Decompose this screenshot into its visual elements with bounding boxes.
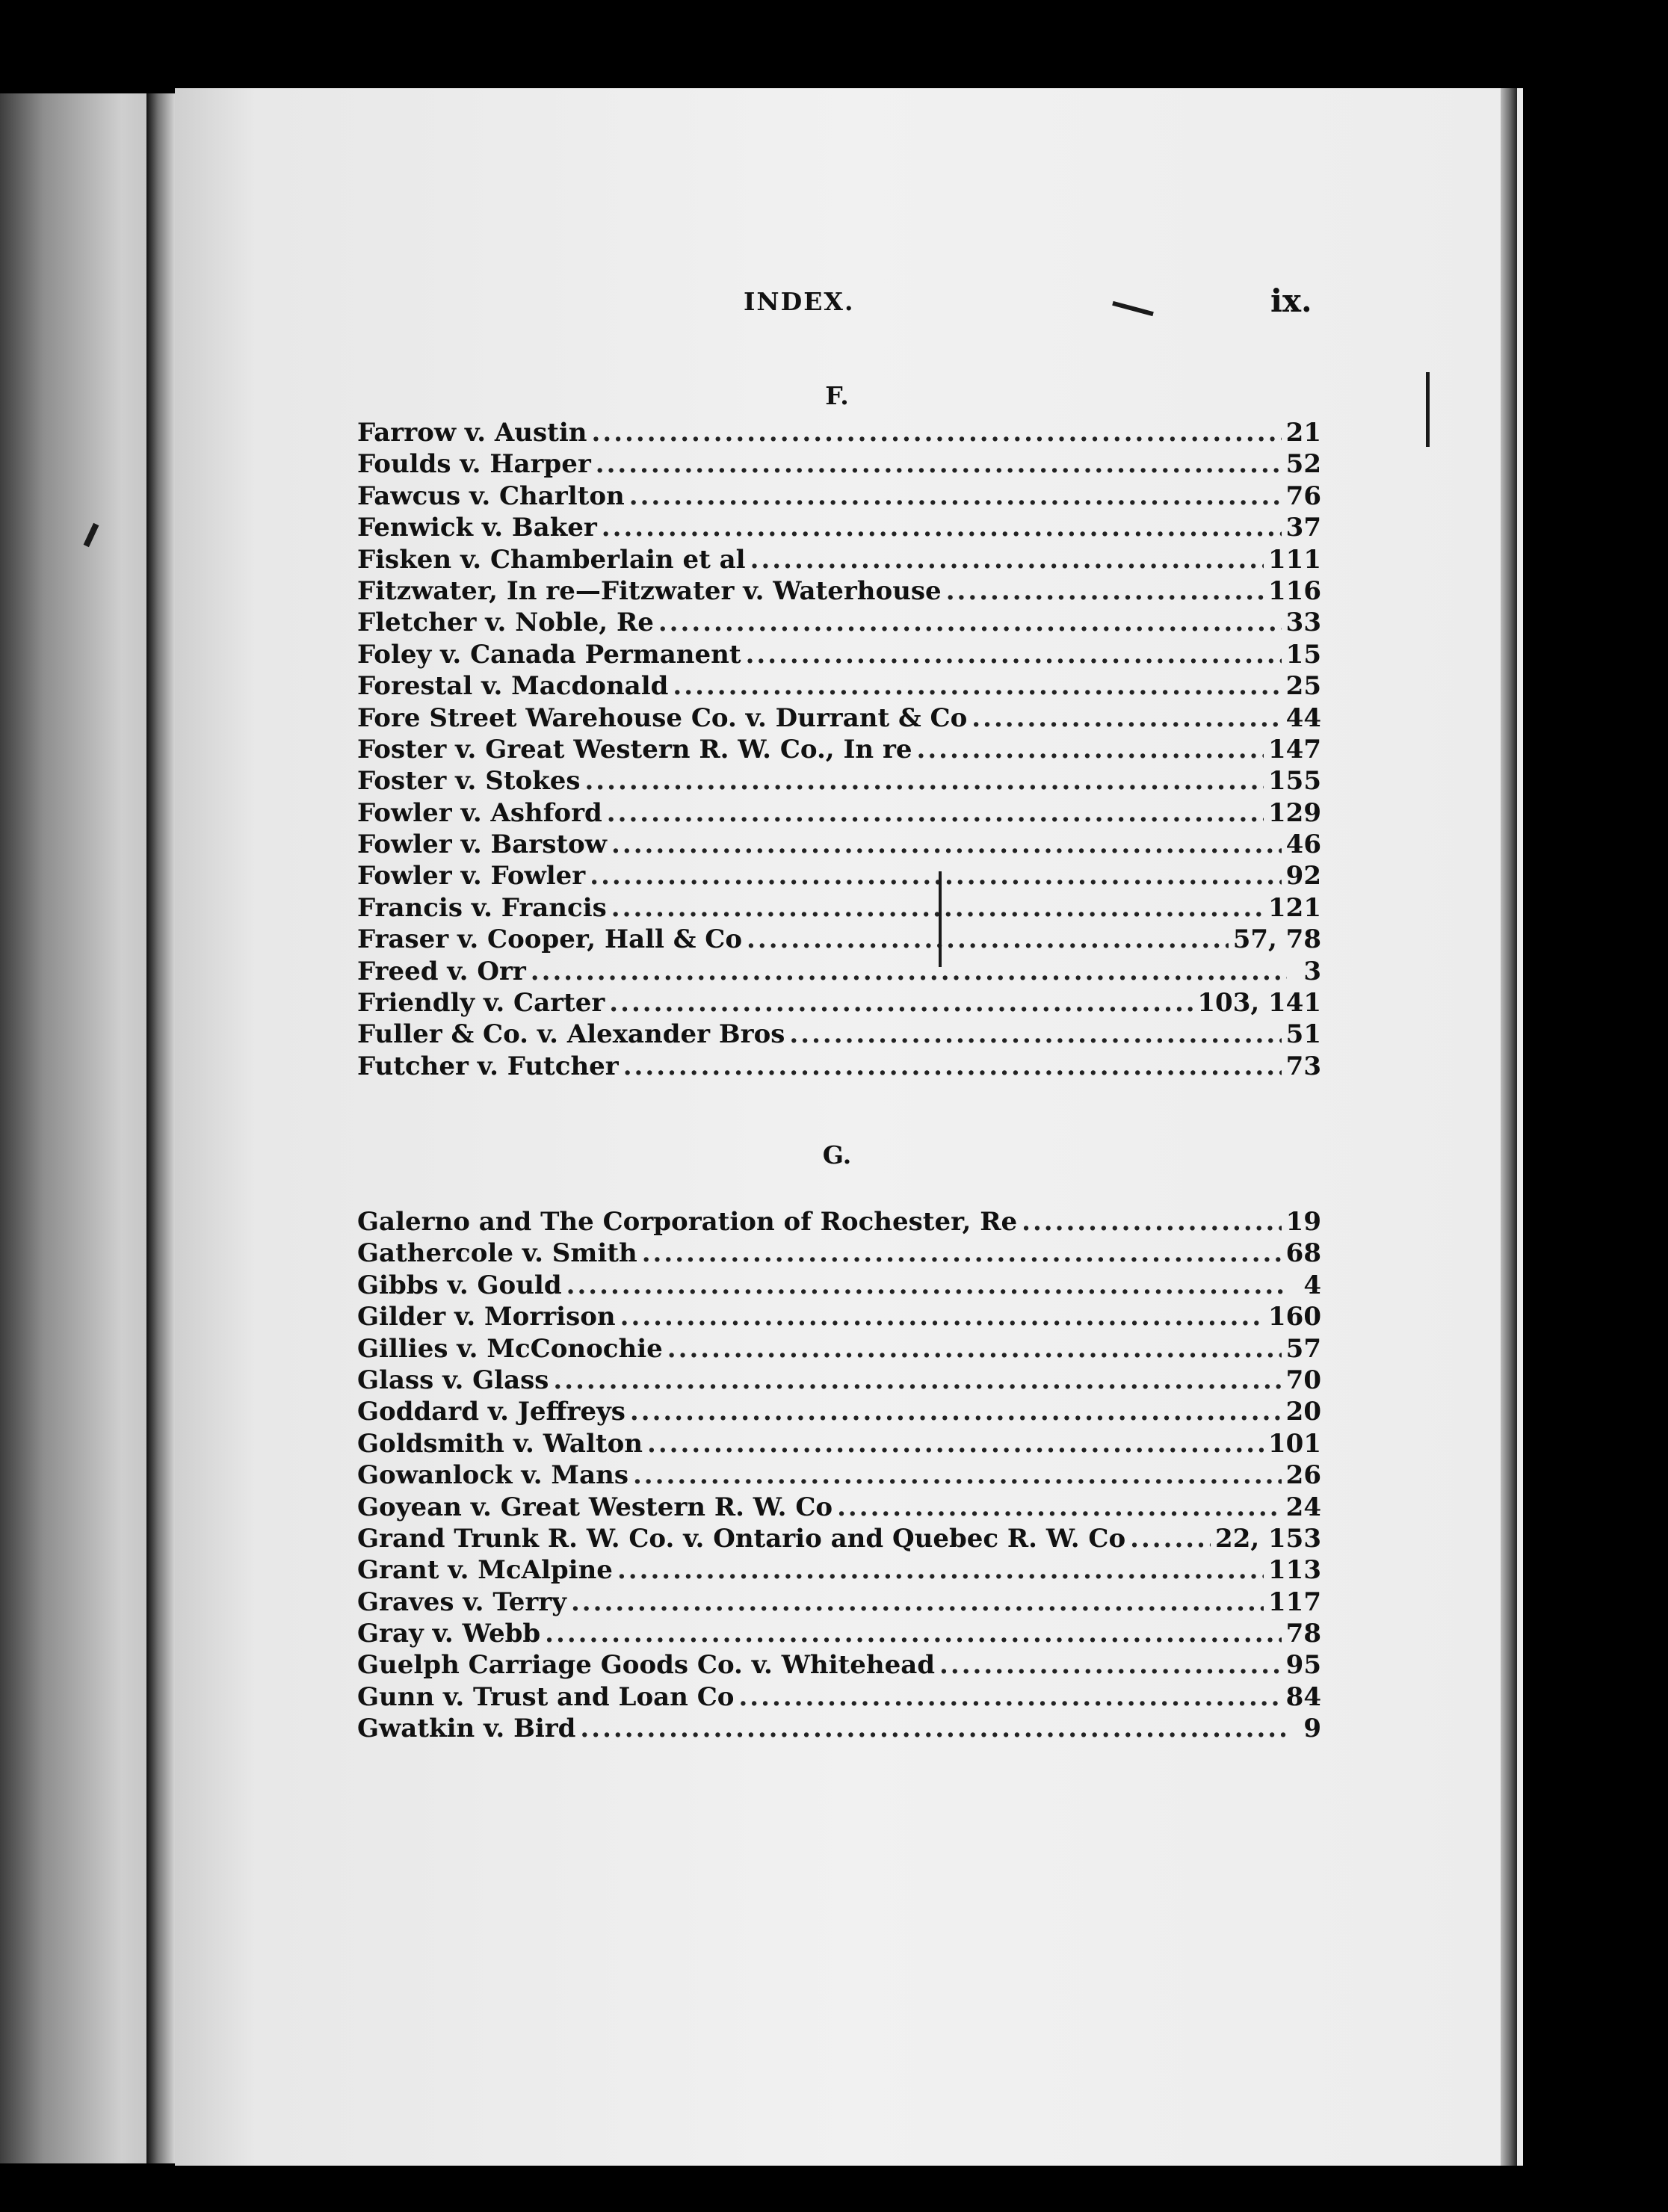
dot-leader: [667, 1333, 1282, 1365]
dot-leader: [939, 1649, 1282, 1681]
index-entry: [357, 1428, 1321, 1459]
case-name: Grant v. McAlpine: [357, 1555, 613, 1586]
index-entry: [357, 1238, 1321, 1269]
page-reference: 95: [1285, 1650, 1321, 1681]
case-name: Foley v. Canada Permanent: [357, 639, 741, 670]
case-name: Fletcher v. Noble, Re: [357, 608, 654, 638]
dot-leader: [629, 481, 1282, 512]
dot-leader: [607, 797, 1264, 829]
case-name: Fenwick v. Baker: [357, 513, 597, 543]
case-name: Fowler v. Fowler: [357, 861, 586, 892]
index-entry: [357, 1618, 1321, 1649]
index-entry: [357, 1523, 1321, 1554]
index-entry: [357, 544, 1321, 575]
page-reference: 22, 153: [1215, 1523, 1321, 1554]
page-reference: 21: [1285, 418, 1321, 448]
case-name: Foulds v. Harper: [357, 449, 591, 480]
index-entry: [357, 829, 1321, 860]
index-entry: [357, 1019, 1321, 1050]
index-entry: [357, 1206, 1321, 1238]
case-name: Graves v. Terry: [357, 1587, 566, 1617]
case-name: Foster v. Great Western R. W. Co., In re: [357, 734, 912, 764]
dot-leader: [584, 765, 1264, 797]
index-entry: [357, 1459, 1321, 1491]
dot-leader: [611, 892, 1264, 924]
section-heading-f: F.: [825, 381, 849, 410]
case-name: Gowanlock v. Mans: [357, 1460, 628, 1491]
dot-leader: [658, 607, 1282, 638]
page-reference: 44: [1285, 702, 1321, 733]
case-name: Fuller & Co. v. Alexander Bros: [357, 1019, 785, 1050]
page-reference: 101: [1268, 1428, 1321, 1459]
index-entry: [357, 987, 1321, 1019]
page-reference: 70: [1285, 1365, 1321, 1395]
dot-leader: [580, 1713, 1287, 1744]
scan-mark: [1426, 372, 1430, 447]
index-entry: [357, 575, 1321, 607]
page-reference: 113: [1268, 1555, 1321, 1586]
case-name: Freed v. Orr: [357, 956, 526, 986]
dot-leader: [837, 1492, 1282, 1523]
dot-leader: [623, 1051, 1282, 1082]
index-entry: [357, 734, 1321, 765]
dot-leader: [590, 860, 1281, 892]
page-reference: 92: [1285, 861, 1321, 892]
case-name: Gray v. Webb: [357, 1619, 541, 1649]
case-name: Futcher v. Futcher: [357, 1051, 619, 1081]
dot-leader: [545, 1618, 1282, 1649]
dot-leader: [647, 1428, 1264, 1459]
page-reference: 57, 78: [1232, 924, 1321, 955]
page-reference: 25: [1285, 671, 1321, 702]
page-reference: 52: [1285, 449, 1321, 480]
case-name: Gathercole v. Smith: [357, 1238, 637, 1269]
index-entry: [357, 607, 1321, 638]
section-heading-g: G.: [822, 1140, 852, 1170]
scan-mark: [939, 871, 942, 967]
index-entry: [357, 1587, 1321, 1618]
page-reference: 3: [1303, 956, 1321, 986]
page-reference: 24: [1285, 1492, 1321, 1522]
dot-leader: [602, 512, 1282, 543]
case-name: Gibbs v. Gould: [357, 1270, 562, 1300]
dot-leader: [553, 1365, 1281, 1396]
page-reference: 129: [1268, 797, 1321, 828]
case-name: Fowler v. Ashford: [357, 797, 602, 828]
dot-leader: [609, 987, 1193, 1019]
page-reference: 160: [1268, 1302, 1321, 1332]
page-reference: 26: [1285, 1460, 1321, 1491]
dot-leader: [611, 829, 1282, 860]
index-entries-g: [357, 1206, 1321, 1745]
page-number: ix.: [1270, 282, 1312, 319]
index-entry: [357, 924, 1321, 955]
dot-leader: [738, 1681, 1281, 1713]
case-name: Gillies v. McConochie: [357, 1333, 663, 1364]
page-right-edge: [1501, 88, 1517, 2166]
index-entry: [357, 1365, 1321, 1396]
page-reference: 15: [1285, 639, 1321, 670]
case-name: Gilder v. Morrison: [357, 1302, 616, 1332]
page-reference: 51: [1285, 1019, 1321, 1050]
dot-leader: [633, 1459, 1282, 1491]
page-reference: 76: [1285, 481, 1321, 511]
case-name: Fitzwater, In re—Fitzwater v. Waterhouse: [357, 575, 942, 606]
page-reference: 103, 141: [1197, 988, 1321, 1019]
case-name: Grand Trunk R. W. Co. v. Ontario and Quebec R. W. Co: [357, 1523, 1126, 1554]
case-name: Fore Street Warehouse Co. v. Durrant & Co: [357, 702, 968, 733]
index-entry: [357, 1713, 1321, 1744]
page-reference: 147: [1268, 734, 1321, 764]
index-entry: [357, 860, 1321, 892]
case-name: Fawcus v. Charlton: [357, 481, 625, 511]
page-reference: 68: [1285, 1238, 1321, 1269]
case-name: Goyean v. Great Western R. W. Co: [357, 1492, 833, 1522]
case-name: Galerno and The Corporation of Rochester, Re: [357, 1207, 1018, 1237]
index-entry: [357, 448, 1321, 480]
page-reference: 33: [1285, 608, 1321, 638]
page-reference: 117: [1268, 1587, 1321, 1617]
dot-leader: [592, 417, 1282, 448]
index-entry: [357, 702, 1321, 734]
index-entry: [357, 1649, 1321, 1681]
case-name: Goddard v. Jeffreys: [357, 1397, 626, 1427]
page-reference: 78: [1285, 1619, 1321, 1649]
page-reference: 84: [1285, 1681, 1321, 1712]
book-gutter: [146, 93, 176, 2163]
dot-leader: [642, 1238, 1282, 1269]
page-reference: 37: [1285, 513, 1321, 543]
case-name: Gwatkin v. Bird: [357, 1714, 576, 1744]
index-entries-f: [357, 417, 1321, 1082]
dot-leader: [620, 1301, 1264, 1332]
page-reference: 20: [1285, 1397, 1321, 1427]
dot-leader: [1022, 1206, 1282, 1238]
index-entry: [357, 512, 1321, 543]
index-entry: [357, 797, 1321, 829]
index-entry: [357, 956, 1321, 987]
index-entry: [357, 1051, 1321, 1082]
dot-leader: [596, 448, 1282, 480]
case-name: Francis v. Francis: [357, 892, 607, 923]
dot-leader: [673, 670, 1281, 702]
case-name: Foster v. Stokes: [357, 766, 581, 797]
case-name: Gunn v. Trust and Loan Co: [357, 1681, 735, 1712]
dot-leader: [750, 544, 1264, 575]
page-reference: 9: [1303, 1714, 1321, 1744]
running-title: INDEX.: [744, 287, 855, 316]
index-entry: [357, 765, 1321, 797]
case-name: Friendly v. Carter: [357, 988, 605, 1019]
dot-leader: [566, 1270, 1287, 1301]
index-entry: [357, 892, 1321, 924]
case-name: Guelph Carriage Goods Co. v. Whitehead: [357, 1650, 936, 1681]
dot-leader: [789, 1019, 1281, 1050]
dot-leader: [630, 1396, 1282, 1427]
dot-leader: [747, 924, 1229, 955]
case-name: Fraser v. Cooper, Hall & Co: [357, 924, 743, 955]
index-entry: [357, 1270, 1321, 1301]
dot-leader: [917, 734, 1264, 765]
page-reference: 19: [1285, 1207, 1321, 1237]
index-entry: [357, 417, 1321, 448]
index-entry: [357, 670, 1321, 702]
case-name: Goldsmith v. Walton: [357, 1428, 643, 1459]
index-entry: [357, 1492, 1321, 1523]
page-reference: 73: [1285, 1051, 1321, 1081]
page-reference: 111: [1268, 544, 1321, 575]
case-name: Glass v. Glass: [357, 1365, 549, 1395]
dot-leader: [531, 956, 1287, 987]
dot-leader: [571, 1587, 1264, 1618]
dot-leader: [972, 702, 1281, 734]
page-header: [0, 282, 1668, 319]
case-name: Fowler v. Barstow: [357, 830, 608, 860]
index-entry: [357, 1681, 1321, 1713]
page-reference: 4: [1303, 1270, 1321, 1300]
page-reference: 57: [1285, 1333, 1321, 1364]
case-name: Forestal v. Macdonald: [357, 671, 669, 702]
page-reference: 46: [1285, 830, 1321, 860]
case-name: Fisken v. Chamberlain et al: [357, 544, 746, 575]
dot-leader: [1130, 1523, 1211, 1554]
index-entry: [357, 481, 1321, 512]
index-entry: [357, 1333, 1321, 1365]
index-entry: [357, 1301, 1321, 1332]
index-entry: [357, 639, 1321, 670]
case-name: Farrow v. Austin: [357, 418, 587, 448]
dot-leader: [946, 575, 1264, 607]
index-entry: [357, 1396, 1321, 1427]
page-reference: 116: [1268, 575, 1321, 606]
dot-leader: [617, 1554, 1264, 1586]
dot-leader: [746, 639, 1282, 670]
page-reference: 155: [1268, 766, 1321, 797]
index-entry: [357, 1554, 1321, 1586]
page-reference: 121: [1268, 892, 1321, 923]
